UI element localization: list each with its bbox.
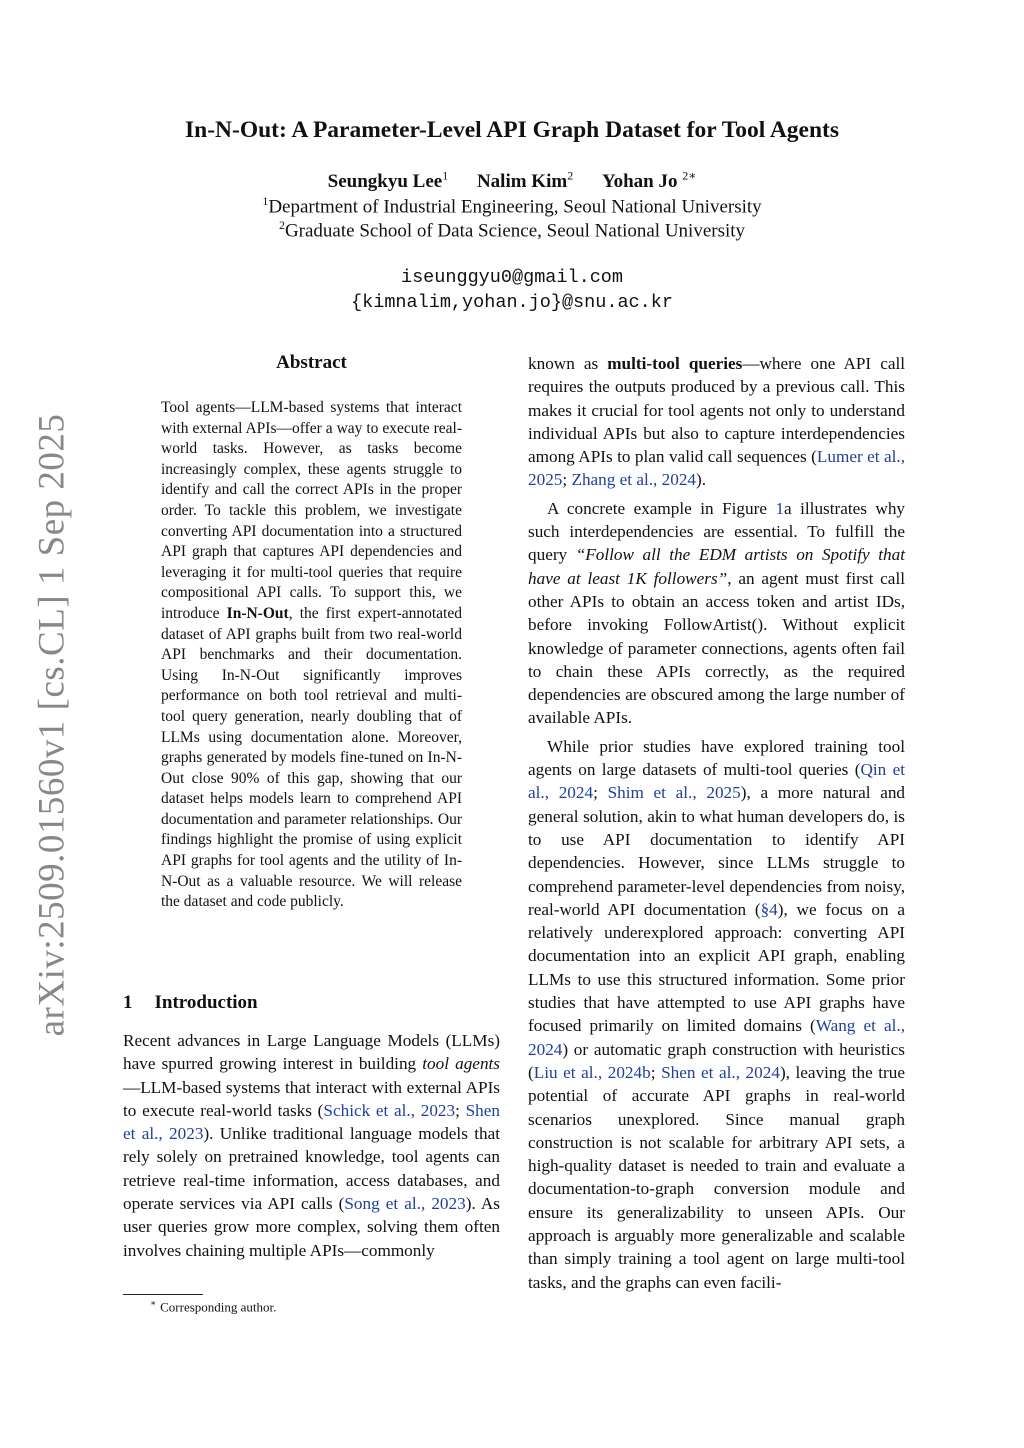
author-3-name: Yohan Jo bbox=[601, 171, 678, 193]
abstract-heading: Abstract bbox=[276, 352, 347, 373]
citation-link[interactable]: Shen et al., 2024 bbox=[661, 1062, 780, 1082]
intro-text: Recent advances in Large Language Models (LLMs) have spurred growing interest in building bbox=[123, 1031, 500, 1074]
body-text: —where one API call requires the outputs produced by a previous call. This makes it crucial for tool agents not only to understand individual APIs but also to capture interdependencies among APIs to plan valid call sequences ( bbox=[528, 354, 906, 467]
affiliation-2-text: Graduate School of Data Science, Seoul National University bbox=[284, 220, 746, 242]
intro-emphasis: tool agents bbox=[422, 1054, 500, 1074]
affiliation-1 bbox=[0, 194, 1024, 218]
body-text: known as bbox=[528, 354, 608, 373]
citation-link[interactable]: Schick et al., 2023 bbox=[323, 1100, 456, 1120]
citation-link[interactable]: Shim et al., 2025 bbox=[607, 783, 741, 803]
paper-title: In-N-Out: A Parameter-Level API Graph Dataset for Tool Agents bbox=[184, 117, 840, 143]
body-text: ; bbox=[650, 1062, 662, 1082]
intro-text: ; bbox=[455, 1100, 466, 1120]
abstract-text-2: , the first expert-annotated dataset of API graphs built from two real-world API benchmarks and their documentation. Using In-N-Out significantly improves performance on both tool retrieval and multi-tool query generation, nearly doubling that of LLMs using documentation alone. Moreover, graphs generated by models fine-tuned on In-N-Out close 90% of this gap, showing that our dataset helps models learn to comprehend API documentation and parameter relationships. Our findings highlight the promise of using explicit API graphs for tool agents and the utility of In-N-Out as a valuable resource. We will release the dataset and code publicly. bbox=[161, 604, 462, 911]
section-reference-link[interactable]: §4 bbox=[760, 899, 778, 919]
citation-link[interactable]: Qin et al., 2024 bbox=[528, 760, 906, 803]
body-text: ), a more natural and general solution, akin to what human developers do, is to use API documentation to identify API dependencies. However, since LLMs struggle to comprehend parameter-level dependencies from noisy, real-world API documentation ( bbox=[528, 783, 906, 919]
author-2 bbox=[477, 171, 573, 192]
email-2[interactable]: {kimnalim,yohan.jo}@snu.ac.kr bbox=[351, 292, 673, 313]
footnote-text: Corresponding author. bbox=[160, 1299, 277, 1315]
abstract-text-1: Tool agents—LLM-based systems that interact with external APIs—offer a way to execute real-world tasks. However, as tasks become increasingly complex, these agents struggle to identify and call the correct APIs in the proper order. To tackle this problem, we investigate converting API documentation into a structured API graph that captures API dependencies and leveraging it for multi-tool queries that require compositional API calls. To support this, we introduce bbox=[161, 399, 462, 622]
body-text: A concrete example in Figure bbox=[547, 498, 776, 518]
body-text: a illustrates why such interdependencies are essential. To fulfill the query bbox=[528, 498, 906, 565]
author-list bbox=[0, 169, 1024, 193]
column2-paragraph-2 bbox=[528, 497, 905, 730]
bold-term: multi-tool queries bbox=[607, 354, 743, 373]
abstract-body bbox=[161, 398, 462, 913]
author-1-affil-mark: 1 bbox=[442, 169, 449, 183]
column2-paragraph-3 bbox=[528, 735, 905, 1294]
intro-text: ). As user queries grow more complex, solving them often involves chaining multiple APIs—commonly bbox=[123, 1194, 500, 1260]
author-1-name: Seungkyu Lee bbox=[327, 171, 443, 193]
right-column bbox=[528, 352, 905, 1299]
citation-link[interactable]: Lumer et al., 2025 bbox=[528, 447, 906, 490]
body-text: While prior studies have explored training tool agents on large datasets of multi-tool queries ( bbox=[528, 736, 905, 780]
section-number: 1 bbox=[123, 992, 133, 1013]
author-2-affil-mark: 2 bbox=[567, 169, 574, 183]
abstract-dataset-name: In-N-Out bbox=[226, 604, 289, 622]
section-heading-introduction bbox=[123, 992, 258, 1014]
column2-paragraph-1 bbox=[528, 352, 905, 492]
body-text: ). bbox=[696, 470, 707, 490]
footnote bbox=[150, 1298, 276, 1315]
body-text: ), leaving the true potential of accurate API graphs in real-world scenarios unexplored. Since manual graph construction is not scalable for arbitrary API sets, a high-quality dataset is needed to train and evaluate a documentation-to-graph conversion module and ensure its generalizability to unseen APIs. Our approach is arguably more generalizable and scalable than simply training a tool agent on large multi-tool tasks, and the graphs can even facili- bbox=[528, 1062, 905, 1292]
body-text: ), we focus on a relatively underexplored approach: converting API documentation into an explicit API graph, enabling LLMs to use this structured information. Some prior studies that have attempted to use API graphs have focused primarily on limited domains ( bbox=[528, 899, 905, 1036]
citation-link[interactable]: Wang et al., 2024 bbox=[528, 1016, 905, 1059]
email-1[interactable]: iseunggyu0@gmail.com bbox=[400, 267, 624, 288]
author-1 bbox=[328, 171, 449, 192]
citation-link[interactable]: Liu et al., 2024b bbox=[533, 1062, 651, 1082]
citation-link[interactable]: Zhang et al., 2024 bbox=[571, 470, 697, 490]
affiliation-1-text: Department of Industrial Engineering, Seoul National University bbox=[268, 196, 762, 218]
affiliation-1-mark: 1 bbox=[262, 194, 269, 208]
intro-text: —LLM-based systems that interact with external APIs to execute real-world tasks ( bbox=[123, 1077, 500, 1120]
footnote-divider bbox=[123, 1294, 203, 1295]
body-text: ; bbox=[562, 470, 572, 490]
body-text: , an agent must first call other APIs to obtain an access token and artist IDs, before invoking FollowArtist(). Without explicit knowledge of parameter connections, agents often fail to chain these APIs correctly, as the required dependencies are obscured among the large number of available APIs. bbox=[528, 568, 905, 728]
intro-text: ). Unlike traditional language models that rely solely on pretrained knowledge, tool agents can retrieve real-time information, access databases, and operate services via API calls ( bbox=[123, 1124, 500, 1214]
footnote-mark: ∗ bbox=[150, 1298, 157, 1308]
example-query: “Follow all the EDM artists on Spotify that have at least 1K followers” bbox=[528, 545, 906, 588]
citation-link[interactable]: Song et al., 2023 bbox=[344, 1194, 466, 1214]
affiliation-2 bbox=[0, 218, 1024, 242]
affiliation-2-mark: 2 bbox=[278, 218, 285, 232]
figure-reference-link[interactable]: 1 bbox=[775, 498, 785, 518]
introduction-paragraph bbox=[123, 1029, 500, 1262]
body-text: ) or automatic graph construction with heuristics ( bbox=[528, 1039, 905, 1082]
author-3-affil-mark: 2∗ bbox=[682, 169, 697, 183]
citation-link[interactable]: Shen et al., 2023 bbox=[123, 1100, 500, 1144]
section-title: Introduction bbox=[154, 992, 258, 1013]
author-2-name: Nalim Kim bbox=[476, 171, 568, 193]
body-text: ; bbox=[593, 783, 608, 803]
arxiv-identifier: arXiv:2509.01560v1 [cs.CL] 1 Sep 2025 bbox=[31, 413, 73, 1037]
author-3 bbox=[602, 171, 696, 192]
